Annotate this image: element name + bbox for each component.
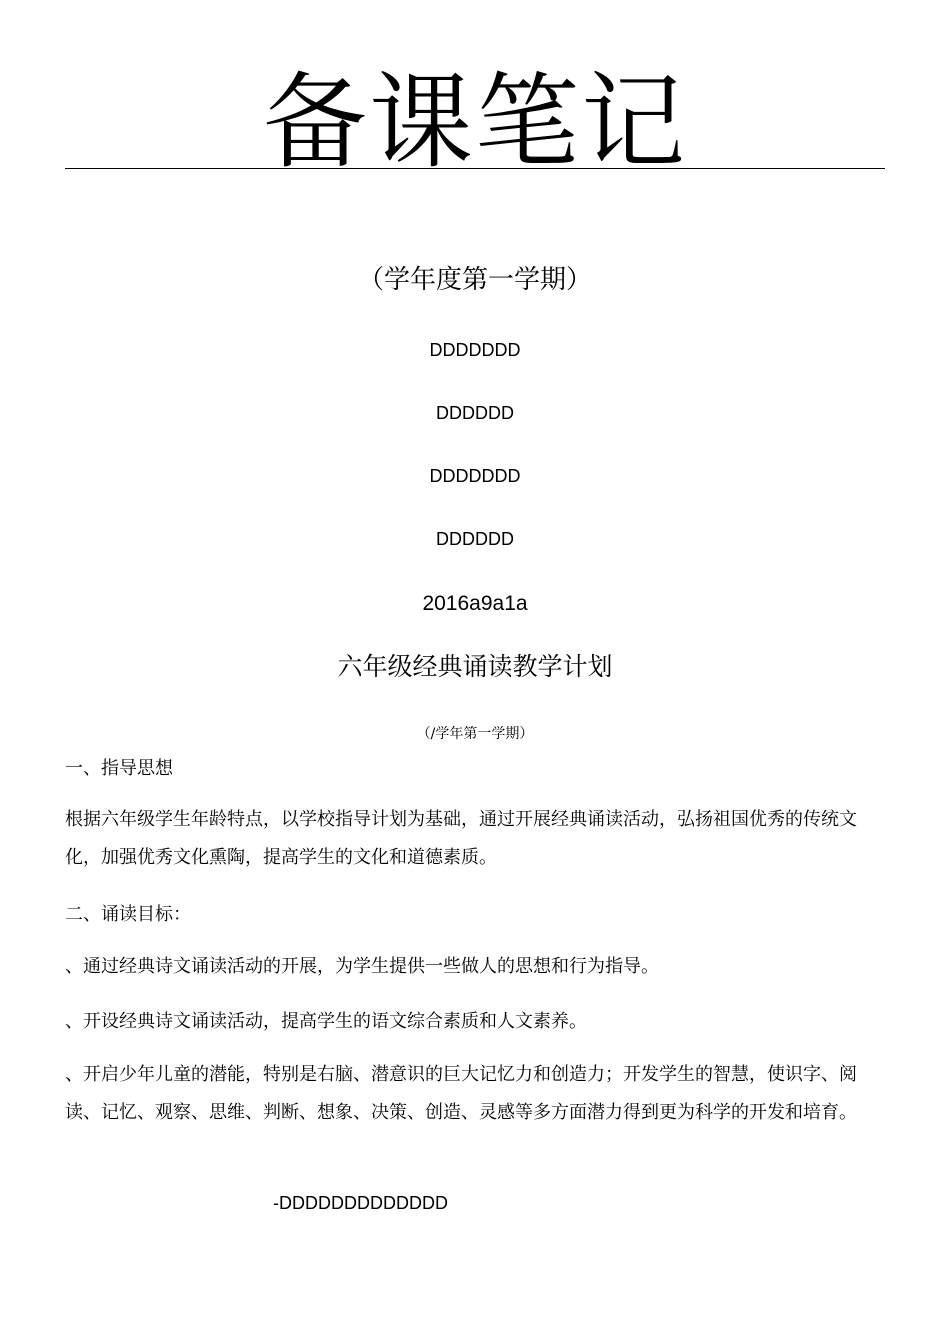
section-heading-guiding-thought: 一、指导思想 <box>65 758 173 779</box>
cover-field-3: DDDDDDD <box>429 466 521 486</box>
cover-field-4: DDDDDD <box>436 529 514 549</box>
title-underline <box>65 168 885 169</box>
plan-title: 六年级经典诵读教学计划 <box>337 652 613 681</box>
plan-subtitle: （/学年第一学期） <box>416 726 534 742</box>
goal-item-3: 、开启少年儿童的潜能，特别是右脑、潜意识的巨大记忆力和创造力；开发学生的智慧，使识字、阅读、记忆、观察、思维、判断、想象、决策、创造、灵感等多方面潜力得到更为科学的开发和培育。 <box>65 1064 857 1123</box>
cover-field-2: DDDDDD <box>436 403 514 423</box>
cover-title: 备课笔记 <box>262 61 687 183</box>
section-body-guiding-thought: 根据六年级学生年龄特点，以学校指导计划为基础，通过开展经典诵读活动，弘扬祖国优秀的传统文化，加强优秀文化熏陶，提高学生的文化和道德素质。 <box>65 809 857 868</box>
cover-field-1: DDDDDDD <box>429 340 521 360</box>
footer-text: -DDDDDDDDDDDDD <box>273 1193 448 1213</box>
goal-item-1: 、通过经典诗文诵读活动的开展，为学生提供一些做人的思想和行为指导。 <box>65 956 659 977</box>
section-heading-goals: 二、诵读目标： <box>65 904 191 925</box>
cover-semester: （学年度第一学期） <box>357 265 592 295</box>
cover-date: 2016a9a1a <box>422 592 528 615</box>
goal-item-2: 、开设经典诗文诵读活动，提高学生的语文综合素质和人文素养。 <box>65 1011 587 1032</box>
